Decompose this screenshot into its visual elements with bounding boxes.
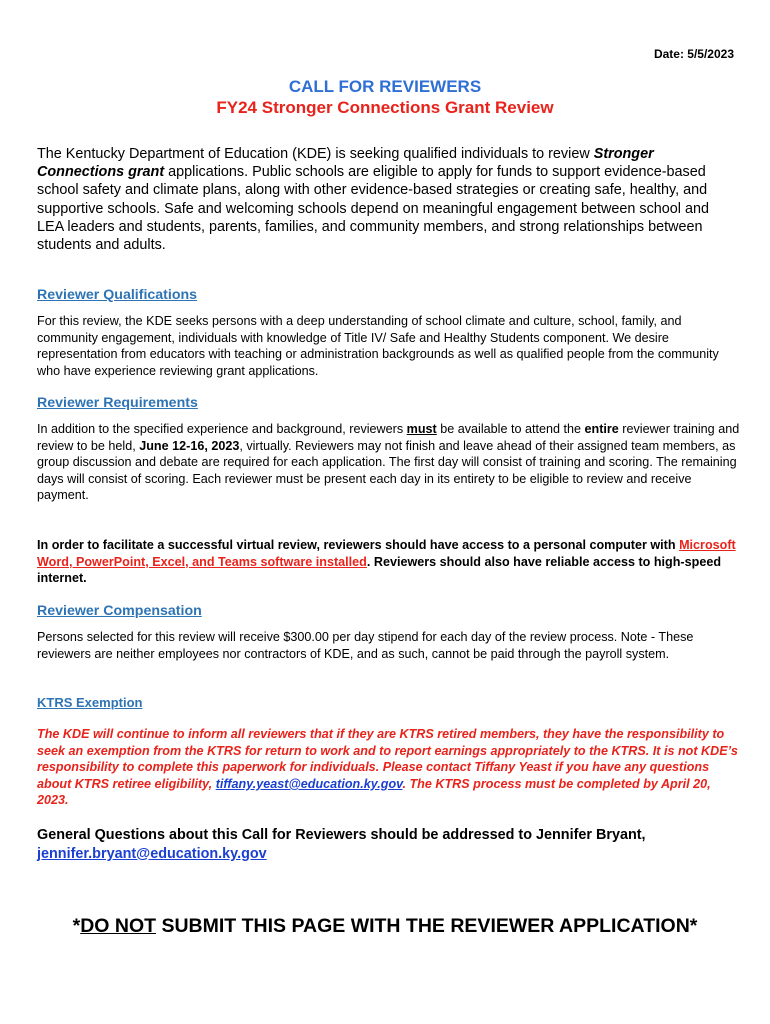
notice-do-not: DO NOT <box>80 915 157 937</box>
access-paragraph <box>37 537 742 587</box>
page-subtitle: FY24 Stronger Connections Grant Review <box>216 98 554 117</box>
submission-notice <box>0 915 770 938</box>
requirements-entire: entire <box>584 422 619 436</box>
intro-emphasis: Stronger Connections grant <box>37 146 654 181</box>
requirements-text-3: reviewer training and review to be held, <box>37 422 740 453</box>
access-text-1: In order to facilitate a successful virtual review, reviewers should have access to a personal computer with <box>37 538 680 552</box>
intro-text-1: The Kentucky Department of Education (KDE) is seeking qualified individuals to review <box>37 146 594 162</box>
software-requirement: Microsoft Word, PowerPoint, Excel, and Teams software installed <box>37 538 736 569</box>
requirements-dates: June 12-16, 2023 <box>139 438 240 453</box>
general-text: General Questions about this Call for Reviewers should be addressed to Jennifer Bryant, <box>37 827 646 843</box>
intro-text-2: applications. Public schools are eligible to apply for funds to support evidence-based school safety and climate plans, along with other evidence-based strategies or creating safe, healthy, and supportive schools. Safe and welcoming schools depend on meaningful engagement between school and LEA leaders and students, parents, families, and community members, and strong relationships between students and adults. <box>37 164 710 254</box>
notice-prefix: * <box>72 915 81 937</box>
requirements-must: must <box>406 422 437 436</box>
requirements-text <box>37 421 742 504</box>
compensation-text: Persons selected for this review will receive $300.00 per day stipend for each day of the review process. Note - These reviewers are neither employees nor contractors of KDE, and as such, cannot be paid through the payroll system. <box>37 630 694 661</box>
page-title: CALL FOR REVIEWERS <box>288 77 482 96</box>
qualifications-heading: Reviewer Qualifications <box>37 287 198 303</box>
compensation-heading: Reviewer Compensation <box>37 603 202 619</box>
document-date: Date: 5/5/2023 <box>653 47 734 61</box>
qualifications-text: For this review, the KDE seeks persons with a deep understanding of school climate and culture, school, family, and community engagement, individuals with knowledge of Title IV/ Safe and Healthy Students component. We desire representation from educators with teaching or administration backgrounds as well as qualified people from the community who have experience reviewing grant applications. <box>37 314 719 378</box>
requirements-text-4: , virtually. Reviewers may not finish and leave ahead of their assigned team members, as group discussion and debate are required for each application. The first day will consist of training and scoring. The remaining days will consist of scoring. Each reviewer must be present each day in its entirety to be eligible to review and receive payment. <box>37 438 737 503</box>
ktrs-email-link[interactable]: tiffany.yeast@education.ky.gov <box>215 776 403 791</box>
requirements-text-1: In addition to the specified experience and background, reviewers <box>37 422 407 436</box>
ktrs-paragraph <box>37 726 742 809</box>
general-questions <box>37 826 742 863</box>
access-text-2: . Reviewers should also have reliable access to high-speed internet. <box>37 554 722 586</box>
ktrs-text-2: . The KTRS process must be completed by April 20, 2023. <box>37 776 711 808</box>
intro-paragraph <box>37 145 737 254</box>
requirements-heading: Reviewer Requirements <box>37 395 198 411</box>
contact-email-link[interactable]: jennifer.bryant@education.ky.gov <box>37 845 267 862</box>
requirements-text-2: be available to attend the <box>436 422 585 436</box>
ktrs-text-1: The KDE will continue to inform all reviewers that if they are KTRS retired members, they have the responsibility to seek an exemption from the KTRS for return to work and to report earnings appropriately to the KTRS. It is not KDE’s responsibility to complete this paperwork for individuals. Please contact Tiffany Yeast if you have any questions about KTRS retiree eligibility, <box>37 727 738 791</box>
notice-suffix: SUBMIT THIS PAGE WITH THE REVIEWER APPLICATION* <box>156 915 698 937</box>
ktrs-heading: KTRS Exemption <box>37 695 143 710</box>
